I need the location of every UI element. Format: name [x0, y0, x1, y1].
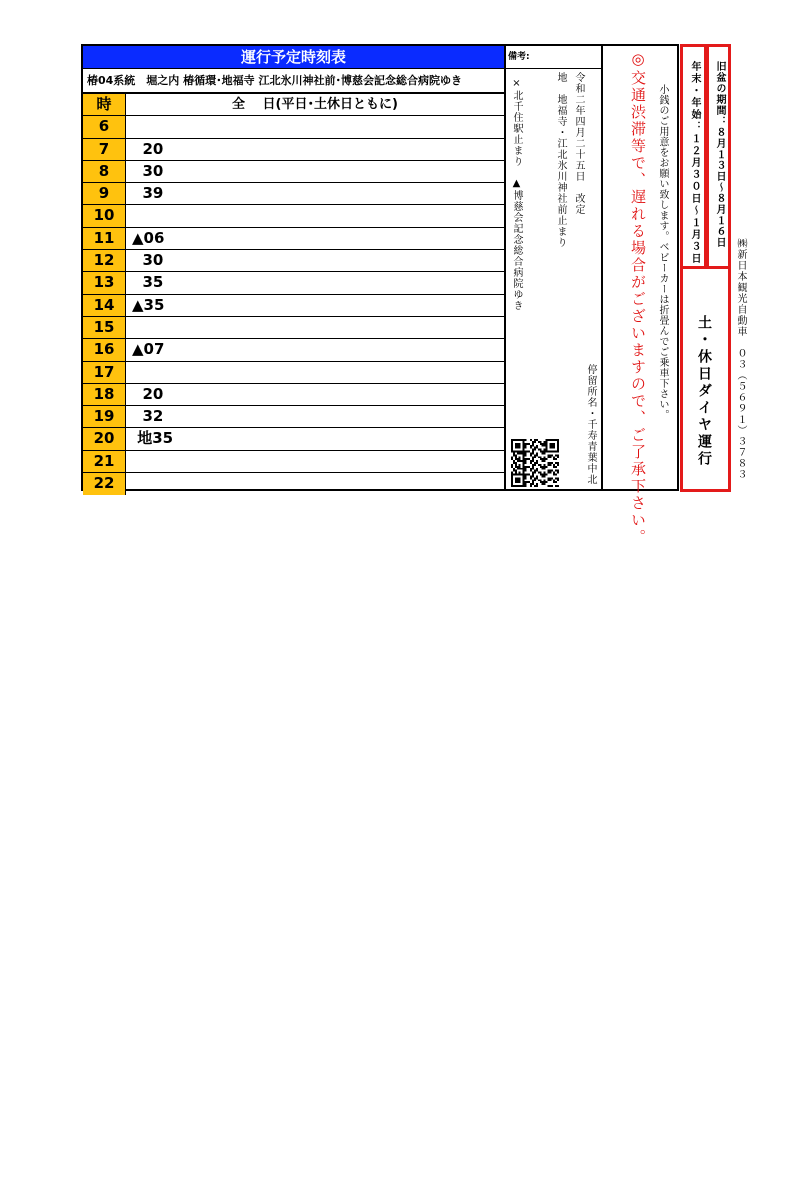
timetable-row [83, 406, 504, 428]
warning-panel [603, 44, 679, 546]
departure-minutes-cell [126, 205, 504, 226]
hour-cell: 18 [83, 384, 126, 405]
hour-cell: 15 [83, 317, 126, 338]
departure-minutes-cell [126, 317, 504, 338]
departure-minutes-cell [126, 473, 504, 495]
hour-cell: 7 [83, 139, 126, 160]
timetable-row [83, 317, 504, 339]
notes-divider [505, 68, 601, 69]
departure-minutes-cell: 20 [132, 384, 164, 403]
timetable-row [83, 362, 504, 384]
departure-minutes-cell: 35 [132, 273, 164, 292]
abbreviation-note: 地 地福寺・江北氷川神社前止まり [555, 72, 566, 248]
timetable [81, 44, 506, 491]
timetable-row [83, 473, 504, 495]
service-type: 土・休日ダイヤ運行 [696, 315, 712, 468]
timetable-row [83, 161, 504, 183]
timetable-row [83, 205, 504, 227]
hour-cell: 6 [83, 116, 126, 137]
hour-column-header: 時 [83, 94, 126, 115]
hour-cell: 21 [83, 451, 126, 472]
timetable-row [83, 384, 504, 406]
obon-period: 旧盆の期間：８月１３日～８月１６日 [714, 61, 725, 248]
departure-minutes-cell: 32 [132, 407, 164, 426]
timetable-row [83, 295, 504, 317]
timetable-rows [83, 116, 504, 495]
timetable-row [83, 116, 504, 138]
notes-label: 備考: [508, 52, 530, 62]
service-type-box [680, 266, 731, 492]
hour-cell: 9 [83, 183, 126, 204]
hour-cell: 8 [83, 161, 126, 182]
obon-period-box [706, 44, 731, 269]
year-end-period: 年末・年始：１２月３０日～１月３日 [689, 61, 700, 265]
timetable-header-row [83, 94, 504, 116]
symbol-legend: ×北千住駅止まり ▲博慈会記念総合病院ゆき [511, 78, 522, 311]
qr-code-icon[interactable] [511, 439, 559, 487]
timetable-title: 運行予定時刻表 [83, 46, 504, 69]
timetable-row [83, 183, 504, 205]
timetable-row [83, 250, 504, 272]
timetable-row [83, 339, 504, 361]
departure-minutes-cell: ▲35 [132, 295, 165, 314]
hour-cell: 10 [83, 205, 126, 226]
departure-minutes-cell: 地35 [132, 429, 174, 448]
delay-warning: ◎交通渋滞等で、遅れる場合がございますので、ご了承下さい。 [629, 50, 647, 546]
hour-cell: 17 [83, 362, 126, 383]
timetable-row [83, 228, 504, 250]
route-description: 椿04系統 堀之内 椿循環･地福寺 江北氷川神社前･博慈会記念総合病院ゆき [83, 69, 504, 94]
schedule-column-header: 全 日(平日･土休日ともに) [232, 97, 398, 112]
timetable-row [83, 139, 504, 161]
hour-cell: 16 [83, 339, 126, 360]
departure-minutes-cell: 30 [132, 251, 164, 270]
stop-name: 停留所名・千寿青葉中北 [585, 364, 596, 485]
departure-minutes-cell: ▲06 [132, 228, 165, 247]
timetable-row [83, 272, 504, 294]
notes-panel [505, 44, 603, 491]
timetable-row [83, 428, 504, 450]
hour-cell: 13 [83, 272, 126, 293]
departure-minutes-cell: 39 [132, 184, 164, 203]
year-end-period-box [680, 44, 707, 269]
hour-cell: 11 [83, 228, 126, 249]
departure-minutes-cell [126, 362, 504, 383]
departure-minutes-cell [126, 116, 504, 137]
hour-cell: 12 [83, 250, 126, 271]
departure-minutes-cell [126, 451, 504, 472]
fare-notice: 小銭のご用意をお願い致します。ベビーカーは折畳んでご乗車下さい。 [657, 84, 668, 420]
revision-date: 令和二年四月二十五日 改定 [573, 72, 584, 215]
hour-cell: 19 [83, 406, 126, 427]
company-contact: ㈱新日本観光自動車 ０３（５６９１）３７８３ [735, 238, 746, 480]
hour-cell: 22 [83, 473, 126, 495]
timetable-row [83, 451, 504, 473]
departure-minutes-cell: 20 [132, 139, 164, 158]
hour-cell: 14 [83, 295, 126, 316]
departure-minutes-cell: ▲07 [132, 340, 165, 359]
hour-cell: 20 [83, 428, 126, 449]
departure-minutes-cell: 30 [132, 161, 164, 180]
